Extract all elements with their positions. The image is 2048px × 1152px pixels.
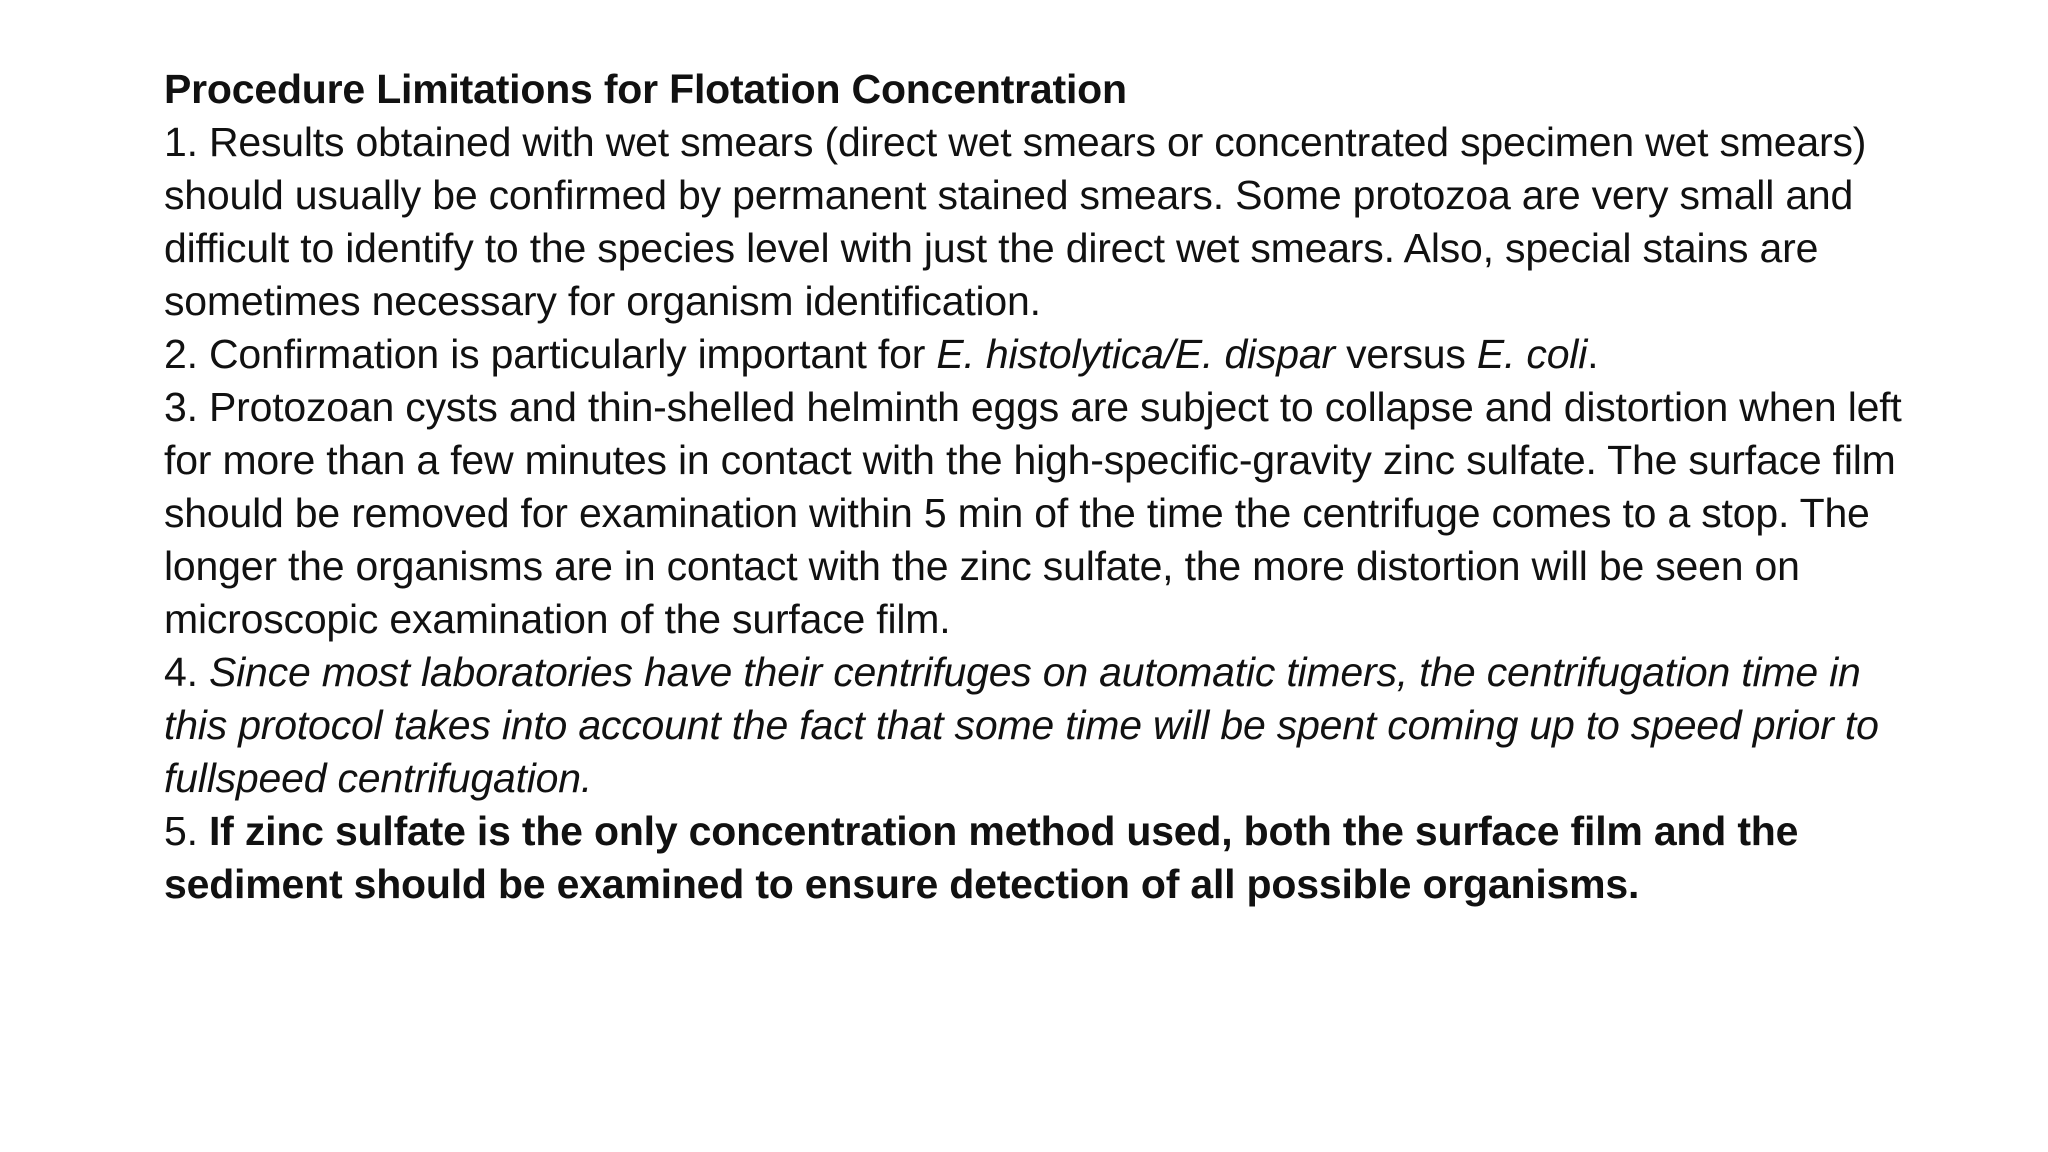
list-item-4	[164, 646, 1924, 805]
item-2-text-after: .	[1587, 331, 1599, 377]
item-2-text-middle: versus	[1334, 331, 1477, 377]
item-2-species-1: E. histolytica/E. dispar	[936, 331, 1335, 377]
item-2-species-2: E. coli	[1476, 331, 1588, 377]
item-5-text: If zinc sulfate is the only concentration method used, both the surface film and the sediment should be examined to ensure detection of all possible organisms.	[164, 808, 1799, 907]
list-item-2	[164, 328, 1924, 381]
item-3-number: 3.	[164, 384, 198, 430]
item-5-number: 5.	[164, 808, 198, 854]
list-item-1	[164, 116, 1924, 328]
list-item-3	[164, 381, 1924, 646]
item-1-number: 1.	[164, 119, 198, 165]
slide-title: Procedure Limitations for Flotation Concentration	[164, 66, 1127, 112]
item-2-text-before: Confirmation is particularly important for	[197, 331, 937, 377]
item-4-number: 4.	[164, 649, 198, 695]
item-3-text: Protozoan cysts and thin-shelled helminth eggs are subject to collapse and distortion when left for more than a few minutes in contact with the high-specific-gravity zinc sulfate. The surface film should be removed for examination within 5 min of the time the centrifuge comes to a stop. The longer the organisms are in contact with the zinc sulfate, the more distortion will be seen on microscopic examination of the surface film.	[164, 384, 1902, 642]
text-block	[164, 63, 1924, 911]
item-2-number: 2.	[164, 331, 198, 377]
item-4-text: Since most laboratories have their centrifuges on automatic timers, the centrifugation time in this protocol takes into account the fact that some time will be spent coming up to speed prior to fullspeed centrifugation.	[164, 649, 1879, 801]
item-1-text: Results obtained with wet smears (direct wet smears or concentrated specimen wet smears) should usually be confirmed by permanent stained smears. Some protozoa are very small and difficult to identify to the species level with just the direct wet smears. Also, special stains are sometimes necessary for organism identification.	[164, 119, 1867, 324]
list-item-5	[164, 805, 1924, 911]
